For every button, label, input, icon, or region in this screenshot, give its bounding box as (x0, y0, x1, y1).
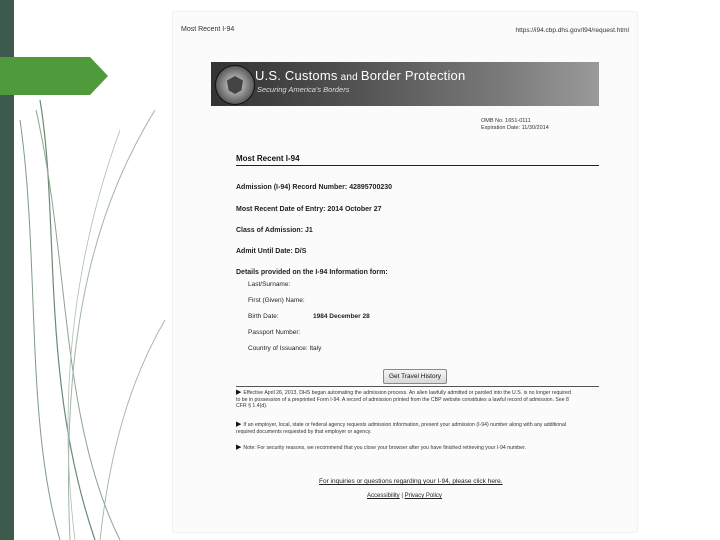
triangle-bullet-icon: ▶ (236, 421, 242, 428)
footer-separator: | (399, 493, 405, 499)
entry-date-value: 2014 October 27 (327, 206, 382, 213)
passport-number-label: Passport Number: (248, 329, 301, 336)
banner-title-part2: Border Protection (360, 68, 466, 83)
privacy-policy-link[interactable]: Privacy Policy (404, 493, 442, 499)
class-of-admission-value: J1 (304, 227, 313, 234)
note-item (236, 422, 571, 435)
birth-date-label: Birth Date: (248, 313, 279, 320)
entry-date-row (236, 206, 382, 213)
banner-title (255, 68, 465, 83)
country-row (248, 345, 321, 352)
omb-info (481, 118, 549, 132)
last-name-label: Last/Surname: (248, 281, 291, 288)
footer-links (367, 493, 442, 499)
country-value: Italy (309, 345, 322, 352)
omb-expiration: Expiration Date: 11/30/2014 (481, 125, 549, 131)
dhs-seal-icon (215, 65, 255, 105)
admission-record-label: Admission (I-94) Record Number: (236, 184, 348, 191)
accessibility-link[interactable]: Accessibility (367, 493, 400, 499)
omb-number: OMB No. 1651-0111 (481, 118, 531, 124)
section-title: Most Recent I-94 (236, 154, 300, 163)
details-heading: Details provided on the I-94 Information form: (236, 269, 388, 276)
note-item (236, 445, 571, 452)
cbp-banner (211, 62, 599, 106)
note-text: If an employer, local, state or federal agency requests admission information, present your admission (I-94) number along with any additional required documents requested by that employer or agency. (236, 422, 567, 435)
notes-divider (236, 386, 599, 387)
admission-record-row (236, 184, 392, 191)
class-of-admission-label: Class of Admission: (236, 227, 304, 234)
admit-until-value: D/S (294, 248, 307, 255)
first-name-label: First (Given) Name: (248, 297, 305, 304)
birth-date-value: 1984 December 28 (313, 313, 370, 320)
class-of-admission-row (236, 227, 313, 234)
entry-date-label: Most Recent Date of Entry: (236, 206, 326, 213)
section-divider (236, 165, 599, 166)
note-text: Effective April 26, 2013, DHS began automating the admission process. An alien lawfully admitted or paroled into the U.S. is no longer required to be in possession of a preprinted Form I-94. A record of admission printed from the CBP website constitutes a lawful record of admission. See 8 CFR § 1.4(d). (236, 390, 571, 410)
banner-title-and: and (337, 72, 361, 83)
note-item (236, 390, 571, 410)
green-arrow-shape (0, 57, 108, 95)
print-header-url: https://i94.cbp.dhs.gov/I94/request.html (515, 27, 629, 34)
triangle-bullet-icon: ▶ (236, 444, 242, 451)
admit-until-label: Admit Until Date: (236, 248, 293, 255)
banner-title-part1: U.S. Customs (255, 68, 338, 83)
print-header-title: Most Recent I-94 (181, 26, 235, 33)
scanned-i94-document (173, 12, 637, 532)
get-travel-history-button[interactable]: Get Travel History (383, 369, 447, 384)
admission-record-value: 42895700230 (349, 184, 393, 191)
country-label: Country of Issuance: (248, 345, 308, 352)
inquiry-link[interactable]: For inquiries or questions regarding your I-94, please click here. (319, 478, 503, 485)
note-text: Note: For security reasons, we recommend that you close your browser after you have finished retrieving your I-94 number. (243, 445, 526, 451)
triangle-bullet-icon: ▶ (236, 389, 242, 396)
banner-subtitle: Securing America's Borders (257, 85, 350, 94)
admit-until-row (236, 248, 306, 255)
